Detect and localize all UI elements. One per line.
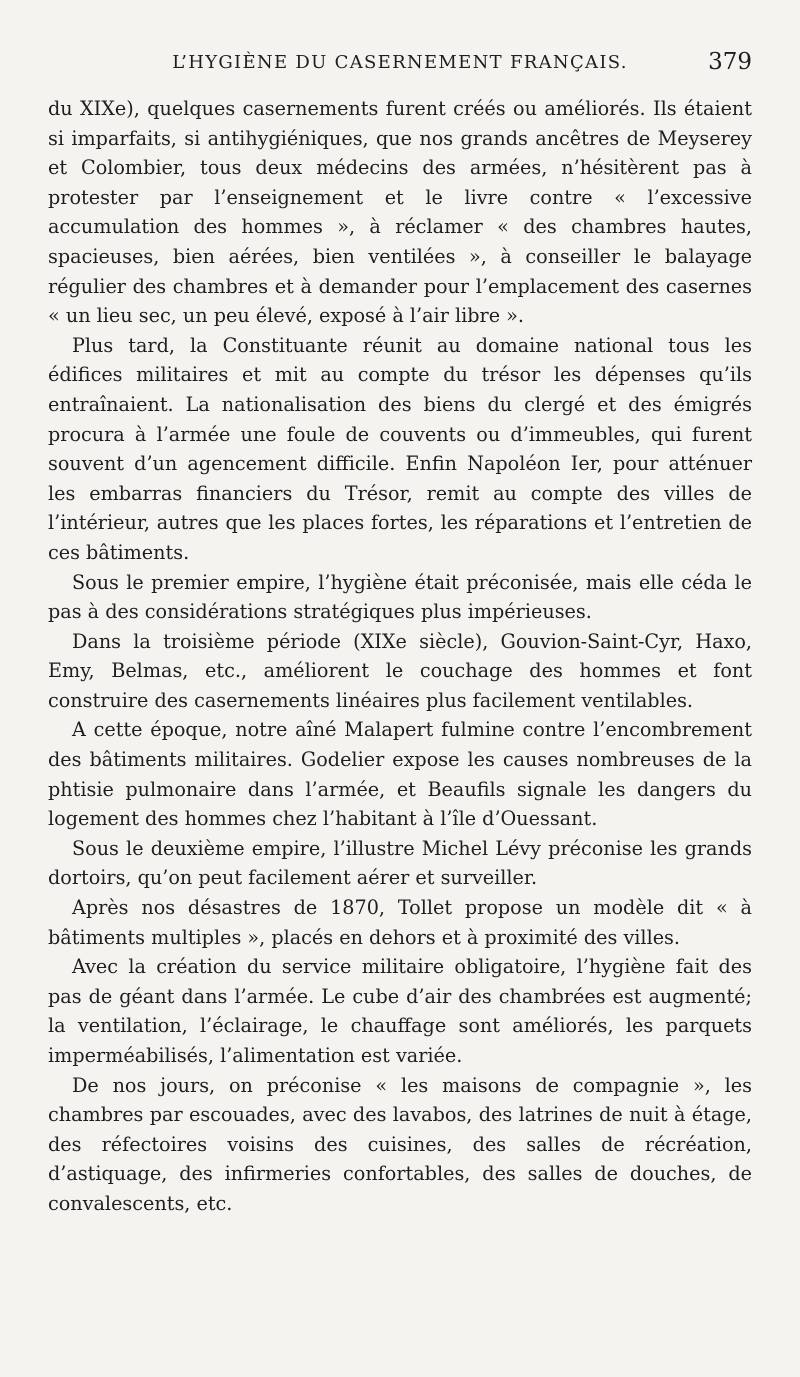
paragraph-3: Sous le premier empire, l’hygiène était préconisée, mais elle céda le pas à des considérations stratégiques plus impérieuses. bbox=[48, 570, 752, 624]
paragraph-2: Plus tard, la Constituante réunit au domaine national tous les édifices militaires et mit au compte du trésor les dépenses qu’ils entraînaient. La nationalisation des biens du clergé et des émigrés procura à l’armée une foule de couvents ou d’immeubles, qui furent souvent d’un agencement difficile. Enfin Napoléon Ier, pour atténuer les embarras financiers du Trésor, remit au compte des villes de l’intérieur, autres que les places fortes, les réparations et l’entretien de ces bâtiments. bbox=[48, 333, 752, 564]
paragraph-6: Sous le deuxième empire, l’illustre Michel Lévy préconise les grands dortoirs, qu’on peut facilement aérer et surveiller. bbox=[48, 836, 752, 890]
paragraph-8: Avec la création du service militaire obligatoire, l’hygiène fait des pas de géant dans l’armée. Le cube d’air des chambrées est augmenté; la ventilation, l’éclairage, le chauffage sont améliorés, les parquets imperméabilisés, l’alimentation est variée. bbox=[48, 955, 752, 1067]
paragraph-4: Dans la troisième période (XIXe siècle), Gouvion-Saint-Cyr, Haxo, Emy, Belmas, etc., améliorent le couchage des hommes et font construire des casernements linéaires plus facilement ventilables. bbox=[48, 629, 752, 712]
paragraph-1: du XIXe), quelques casernements furent créés ou améliorés. Ils étaient si imparfaits, si antihygiéniques, que nos grands ancêtres de Meyserey et Colombier, tous deux médecins des armées, n’hésitèrent pas à protester par l’enseignement et le livre contre « l’excessive accumulation des hommes », à réclamer « des chambres hautes, spacieuses, bien aérées, bien ventilées », à conseiller le balayage régulier des chambres et à demander pour l’emplacement des casernes « un lieu sec, un peu élevé, exposé à l’air libre ». bbox=[48, 97, 752, 328]
page-number: 379 bbox=[708, 49, 752, 75]
paragraph-9: De nos jours, on préconise « les maisons de compagnie », les chambres par escouades, avec des lavabos, des latrines de nuit à étage, des réfectoires voisins des cuisines, des salles de récréation, d’astiquage, des infirmeries confortables, des salles de douches, de convalescents, etc. bbox=[48, 1073, 752, 1215]
paragraph-5: A cette époque, notre aîné Malapert fulmine contre l’encombrement des bâtiments militaires. Godelier expose les causes nombreuses de la phtisie pulmonaire dans l’armée, et Beaufils signale les dangers du logement des hommes chez l’habitant à l’île d’Ouessant. bbox=[48, 718, 752, 831]
page-body bbox=[48, 94, 752, 1219]
running-head: L’HYGIÈNE DU CASERNEMENT FRANÇAIS. bbox=[172, 52, 628, 73]
paragraph-7: Après nos désastres de 1870, Tollet propose un modèle dit « à bâtiments multiples », placés en dehors et à proximité des villes. bbox=[48, 896, 752, 949]
page-header bbox=[48, 49, 752, 86]
